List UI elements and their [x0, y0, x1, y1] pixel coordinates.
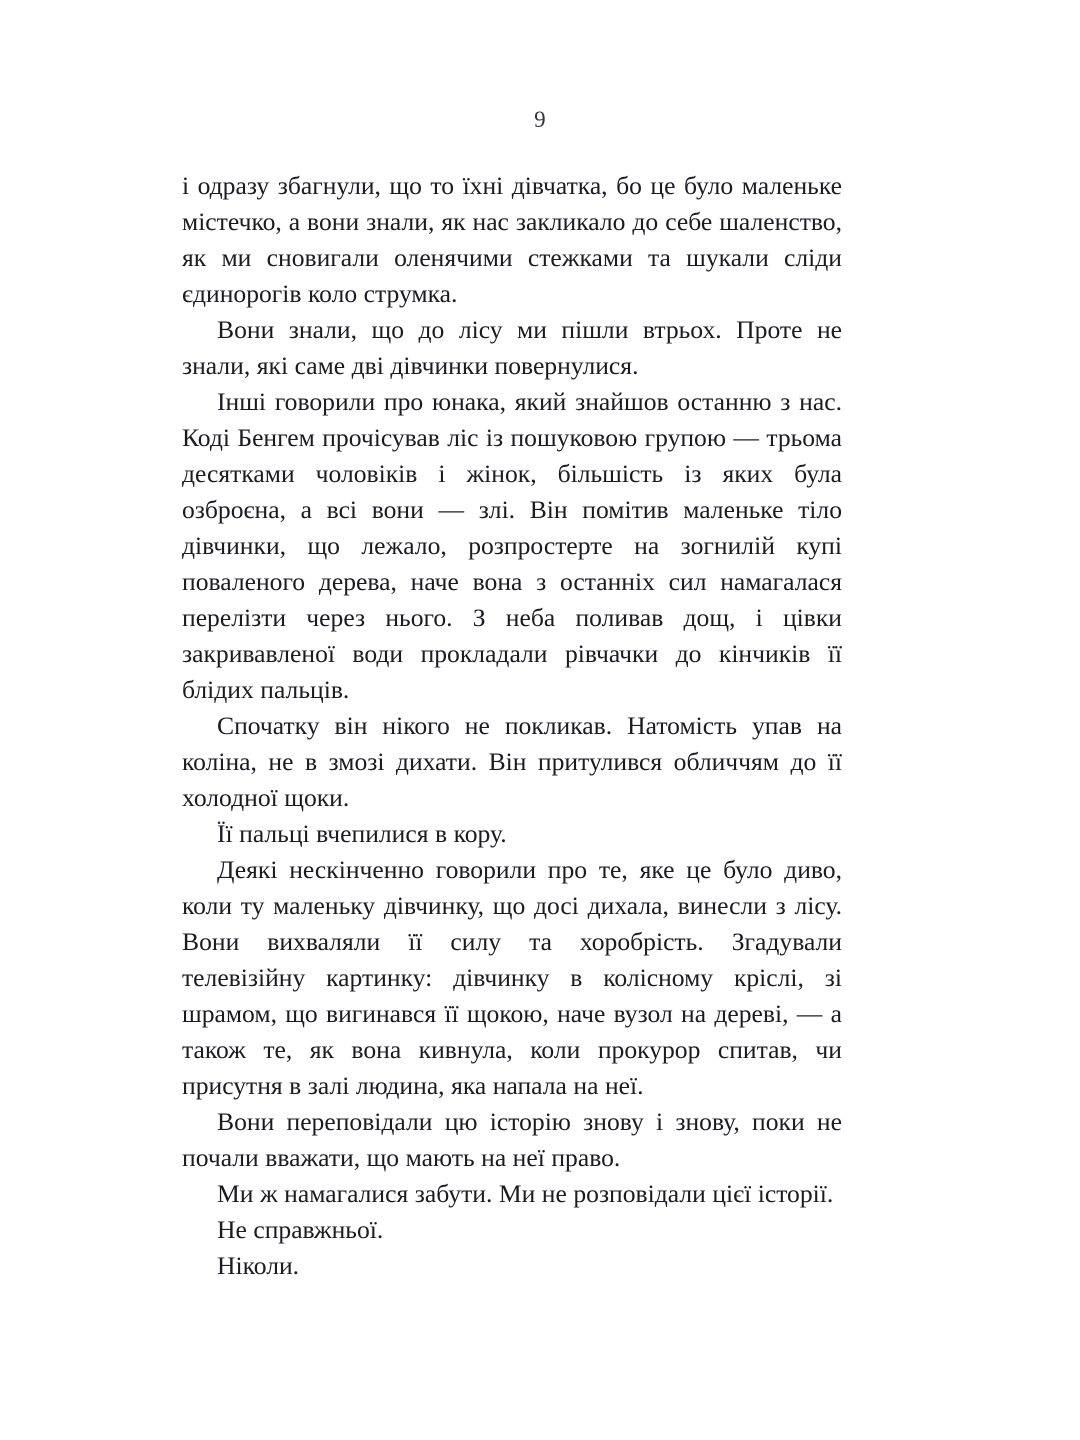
body-text [182, 168, 842, 1284]
body-paragraph: Ніколи. [217, 1251, 300, 1280]
body-paragraph: Деякі нескінченно говорили про те, яке це було диво, коли ту маленьку дівчинку, що досі дихала, винесли з лісу. Вони вихваляли її силу та хоробрість. Згадували телевізійну картинку: дівчинку в колісному кріслі, зі шрамом, що вигинався її щокою, наче вузол на дереві, — а також те, як вона кивнула, коли прокурор спитав, чи присутня в залі людина, яка напала на неї. [182, 855, 842, 1100]
page-number: 9 [534, 107, 546, 132]
body-paragraph: і одразу збагнули, що то їхні дівчатка, бо це було маленьке містечко, а вони знали, як нас закликало до себе шаленство, як ми сновигали оленячими стежками та шукали сліди єдинорогів коло струмка. [182, 171, 842, 308]
body-paragraph: Спочатку він нікого не покликав. Натомість упав на коліна, не в змозі дихати. Він притулився обличчям до її холодної щоки. [182, 711, 842, 812]
body-paragraph: Ми ж намагалися забути. Ми не розповідали цієї історії. [217, 1179, 834, 1208]
body-paragraph: Її пальці вчепилися в кору. [217, 819, 507, 848]
body-paragraph: Не справжньої. [217, 1215, 384, 1244]
body-paragraph: Вони переповідали цю історію знову і знову, поки не почали вважати, що мають на неї право. [182, 1107, 842, 1172]
body-paragraph: Вони знали, що до лісу ми пішли втрьох. Проте не знали, які саме дві дівчинки повернулися. [182, 315, 842, 380]
body-paragraph: Інші говорили про юнака, який знайшов останню з нас. Коді Бенгем прочісував ліс із пошуковою групою — трьома десятками чоловіків і жінок, більшість із яких була озброєна, а всі вони — злі. Він помітив маленьке тіло дівчинки, що лежало, розпростерте на зогнилій купі поваленого дерева, наче вона з останніх сил намагалася перелізти через нього. З неба поливав дощ, і цівки закривавленої води прокладали рівчачки до кінчиків її блідих пальців. [182, 387, 842, 704]
